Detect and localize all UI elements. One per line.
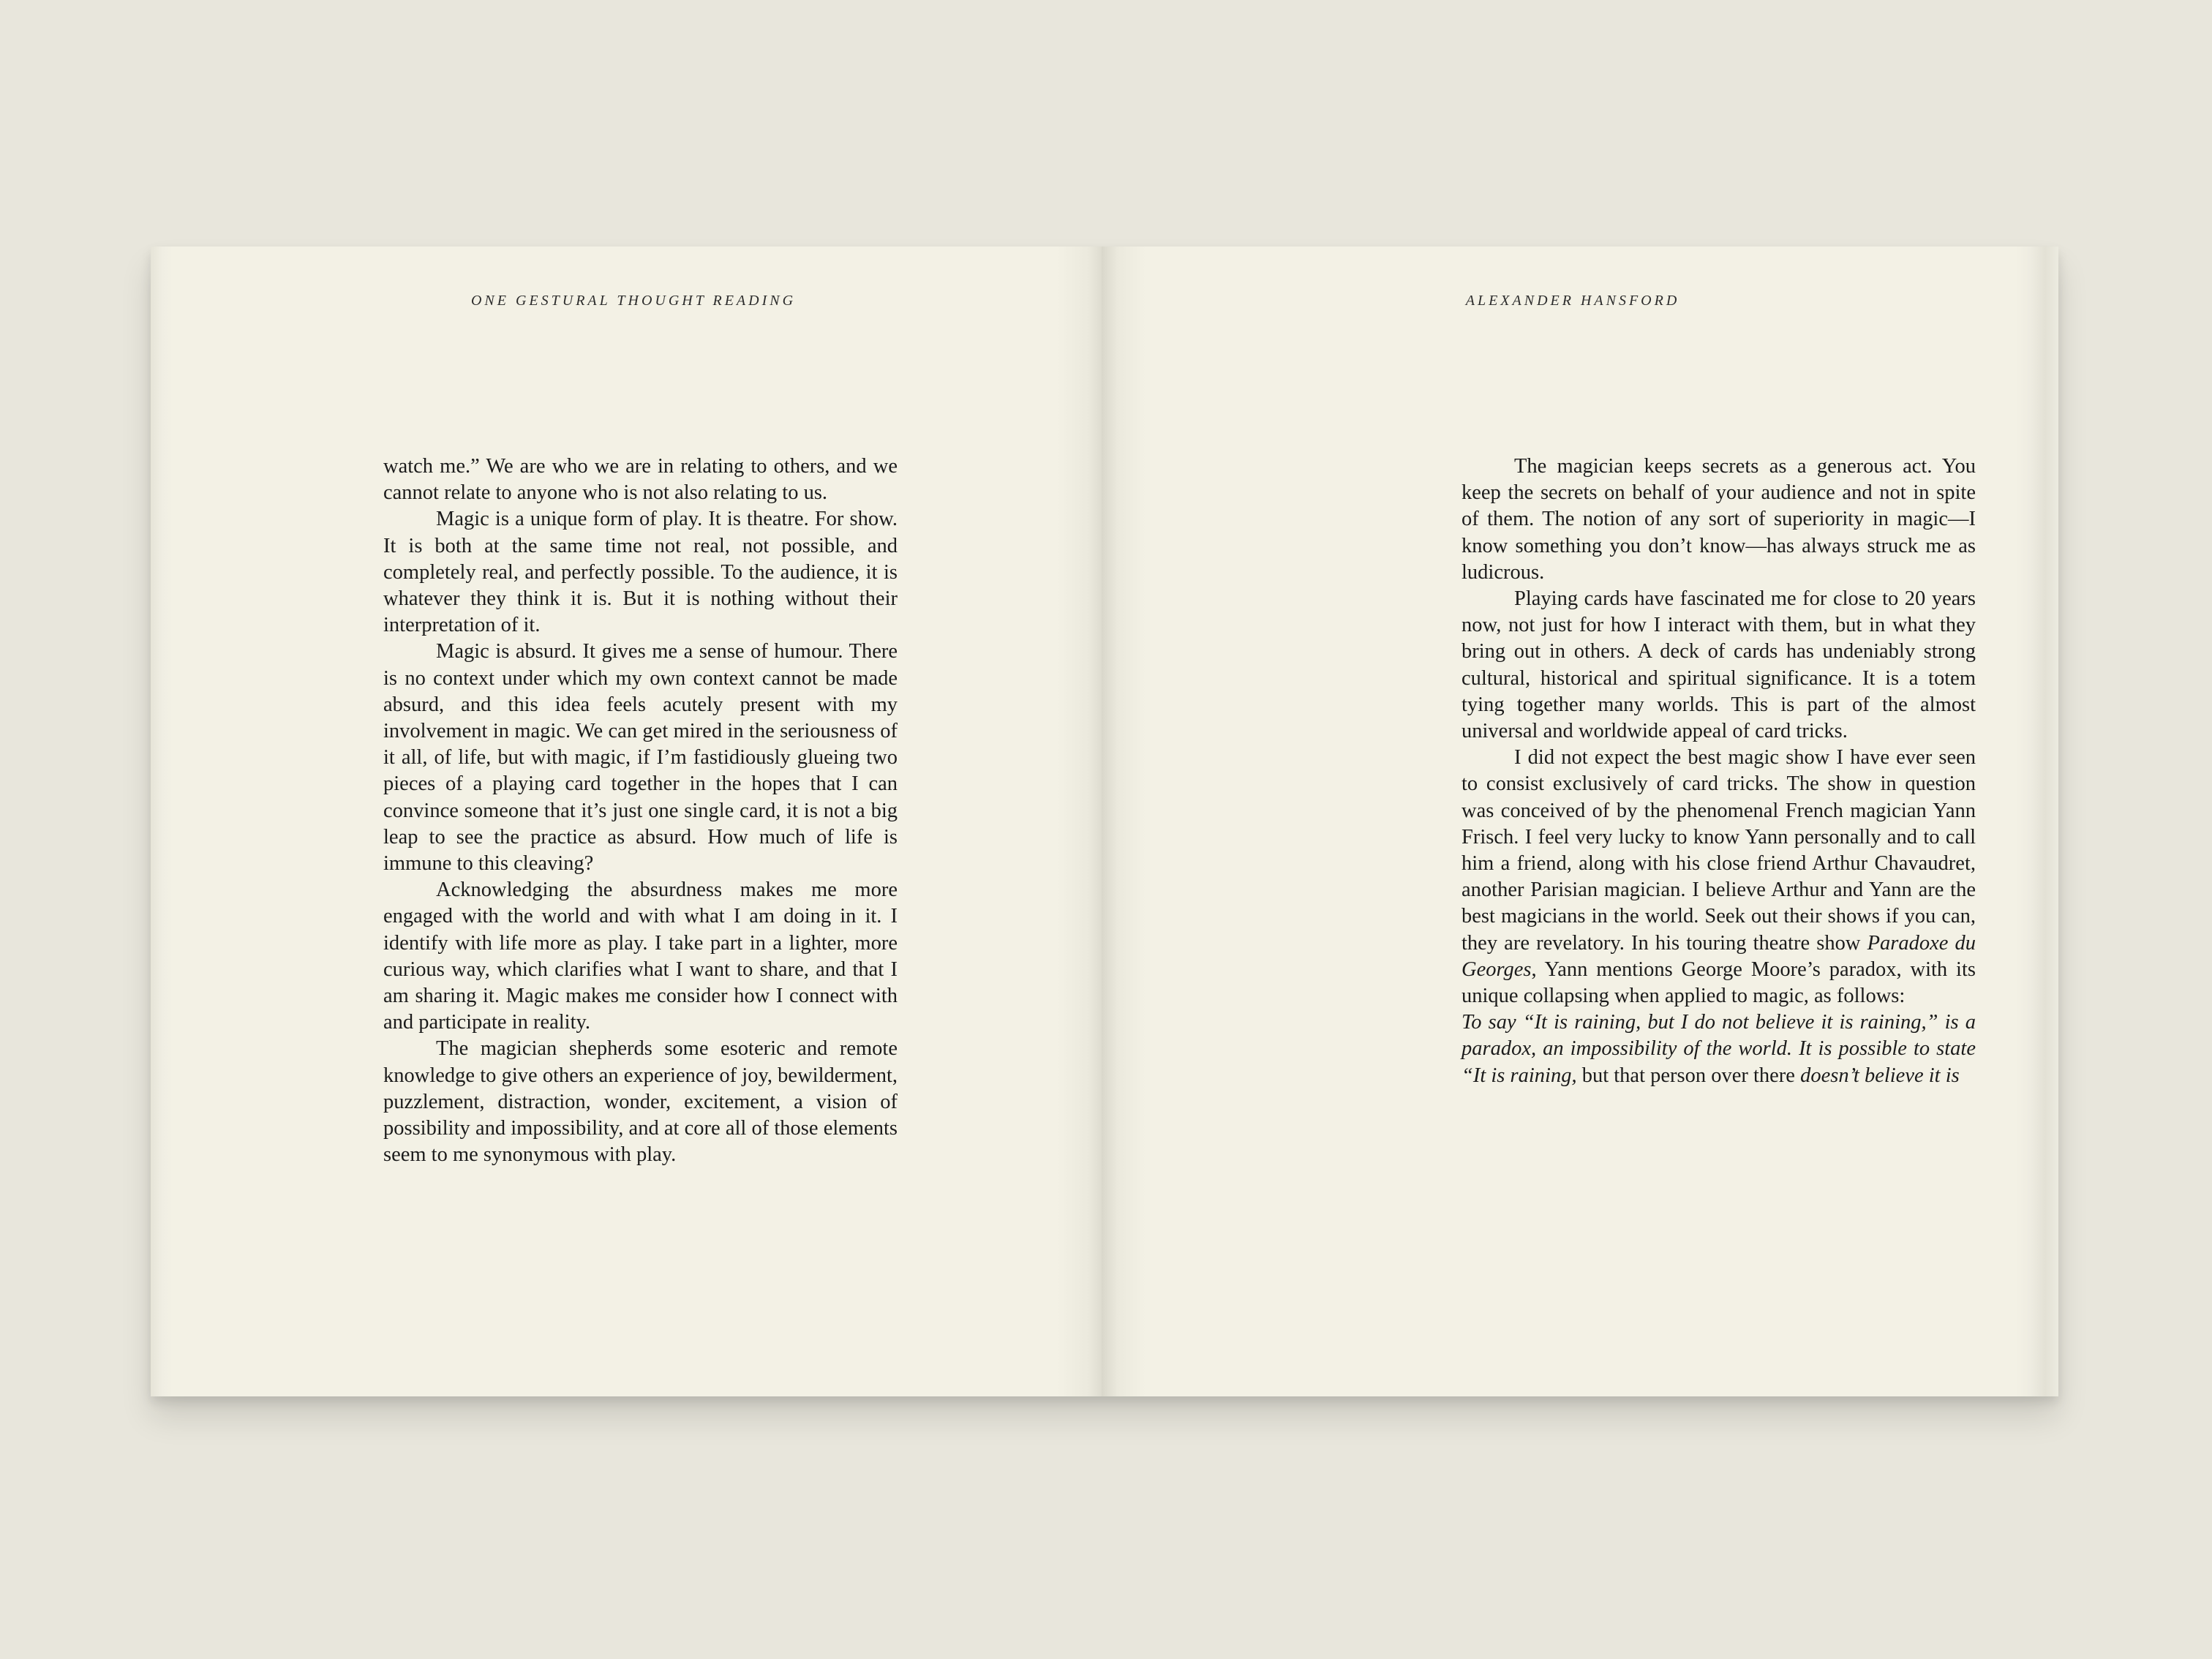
show-title: Paradoxe du Georges [1462, 931, 1976, 981]
body-paragraph: The magician keeps secrets as a generous act. You keep the secrets on behalf of your audience and not in spite of them. The notion of any sort of superiority in magic—I know something you don’t know—has always struck me as ludicrous. [1462, 455, 1976, 584]
body-paragraph: Playing cards have fascinated me for close to 20 years now, not just for how I interact with them, but in what they bring out in others. A deck of cards has undeniably strong cultural, historical and spiritual significance. It is a totem tying together many worlds. This is part of the almost universal and worldwide appeal of card tricks. [1462, 587, 1976, 743]
left-page [151, 247, 1102, 1396]
quote-text: To say “It is raining, but I do not believe it is raining,” is a paradox, an impossibility of the world. It is possible to state “It is raining, [1462, 1011, 1976, 1087]
body-paragraph: watch me.” We are who we are in relating to others, and we cannot relate to anyone who is not also relating to us. [383, 455, 898, 505]
right-page [1102, 247, 2058, 1396]
block-quote [1462, 1009, 1976, 1089]
left-page-body [383, 454, 898, 1168]
body-paragraph: Magic is absurd. It gives me a sense of humour. There is no context under which my own context cannot be made absurd, and this idea feels acutely present with my involvement in magic. We can get mired in the seriousness of it all, of life, but with magic, if I’m fastidiously glueing two pieces of a playing card together in the hopes that I can convince someone that it’s just one single card, it is not a big leap to see the practice as absurd. How much of life is immune to this cleaving? [383, 640, 898, 876]
body-paragraph [1462, 745, 1976, 1009]
book-spread [151, 247, 2058, 1396]
quote-text-upright: that person over there [1609, 1064, 1801, 1087]
quote-text-upright: but [1581, 1064, 1609, 1087]
body-paragraph: Magic is a unique form of play. It is theatre. For show. It is both at the same time not real, not possible, and completely real, and perfectly possible. To the audience, it is whatever they think it is. But it is nothing without their interpretation of it. [383, 508, 898, 637]
running-head-left: ONE GESTURAL THOUGHT READING [470, 293, 797, 309]
running-head-right: ALEXANDER HANSFORD [1465, 293, 1680, 309]
quote-text: doesn’t believe it is [1800, 1064, 1960, 1087]
paragraph-text: I did not expect the best magic show I have ever seen to consist exclusively of card tricks. The show in question was conceived of by the phenomenal French magician Yann Frisch. I feel very lucky to know Yann personally and to call him a friend, along with his close friend Arthur Chavaudret, another Parisian magician. I believe Arthur and Yann are the best magicians in the world. Seek out their shows if you can, they are revelatory. In his touring theatre show [1462, 746, 1976, 955]
body-paragraph: The magician shepherds some esoteric and remote knowledge to give others an experience of joy, bewilderment, puzzlement, distraction, wonder, excitement, a vision of possibility and impossibility, and at core all of those elements seem to me synonymous with play. [383, 1037, 898, 1167]
paragraph-text: , Yann mentions George Moore’s paradox, with its unique collapsing when applied to magic, as follows: [1462, 958, 1976, 1008]
right-page-body [1462, 454, 1976, 1089]
body-paragraph: Acknowledging the absurdness makes me more engaged with the world and with what I am doing in it. I identify with life more as play. I take part in a lighter, more curious way, which clarifies what I want to share, and that I am sharing it. Magic makes me consider how I connect with and participate in reality. [383, 879, 898, 1034]
